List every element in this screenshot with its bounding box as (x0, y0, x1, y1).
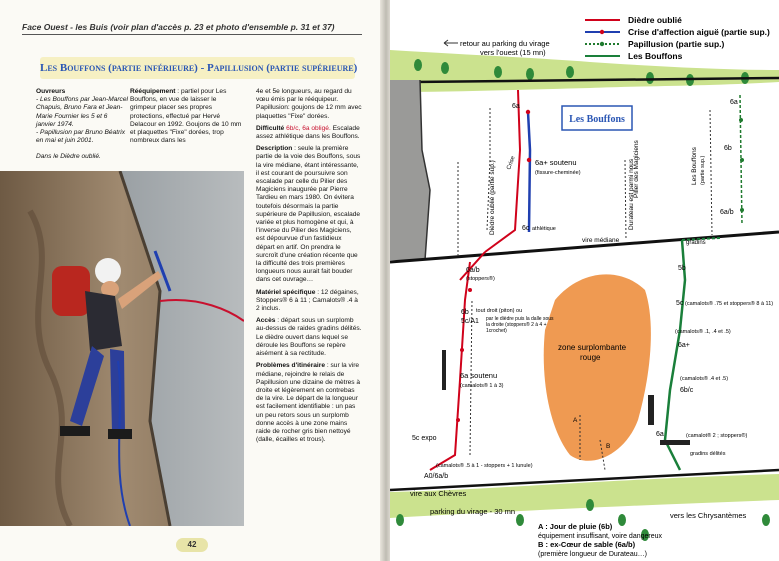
label-gradins-delites: gradins délités (690, 451, 726, 457)
acces-label: Accès (256, 317, 276, 325)
note-b: B : ex-Cœur de sable (6a/b) (538, 540, 636, 549)
photo-caption: Dans le Dièdre oublié. (36, 153, 101, 161)
label-bouffons-sup-2: (partie sup.) (700, 155, 706, 185)
description-label: Description (256, 145, 293, 153)
note-a-2: équipement insuffisant, voire dangereux (538, 533, 663, 540)
grade-5cA1: 5c/A1 (461, 318, 479, 325)
note-a: A : Jour de pluie (6b) (538, 522, 613, 531)
grade-r-5b: 5b (678, 265, 686, 272)
difficulty-text: Escalade assez athlétique dans les Bouffons. (256, 124, 360, 141)
parking-label: parking du virage - 30 mn (430, 507, 516, 516)
column-openers (36, 88, 128, 166)
label-durateau: Durateau est parmi nous (628, 158, 635, 230)
chrysanthemes-label: vers les Chrysantèmes (670, 511, 747, 520)
grade-6b-note: tout droit (piton) ou (476, 308, 523, 314)
openers-label: Ouvreurs (36, 88, 66, 95)
grade-r-5c: 5c (676, 300, 684, 307)
description-text: : seule la première partie de la voie des Bouffons, sous la vire médiane, étant intéressante, il est courant de poursuivre son escalade par celle du Pilier des Magiciens inaugurée par Pierre Tardieu en mars 1980. On évitera toutefois désormais la partie supérieure de Papillusion, escalade variée et plus homogène et qui, à l'inverse du Pilier des Magiciens, est dépourvue d'un fastidieux départ en artif. On prendra le surcroît d'une création récente que la difficulté des trois premières longueurs nous aurait fait bouder dans cet ouvrage… (256, 145, 361, 284)
label-diedre-sup: Dièdre oublié (partie sup.) (489, 160, 496, 235)
grade-r-6b: 6b (724, 145, 732, 152)
zone-label: zone surplombante (558, 343, 627, 352)
right-page-topo (390, 0, 779, 561)
grade-r-cam2: (camalots® .4 et .5) (680, 376, 729, 382)
materiel-label: Matériel spécifique (256, 288, 316, 296)
column-right (256, 88, 362, 448)
legend-label-1: Dièdre oublié (628, 15, 682, 25)
label-A: A (573, 417, 578, 424)
reequip-label: Rééquipement (130, 88, 176, 95)
left-page (0, 0, 384, 561)
grade-6a-soutenu-note: (camalots® 1 à 3) (460, 383, 504, 389)
route-title: Les Bouffons (partie inférieure) - Papillusion (partie supérieure) (40, 62, 358, 74)
reequip-text: : partiel pour Les Bouffons, en vue de laisser le grimpeur placer ses propres protections, effectué par Hervé Delacour en 1992. Goujons de 10 mm et plaquettes "Fixe" dorées, trop nombreux dans les (130, 88, 242, 145)
climber-photo (0, 171, 244, 526)
col3-top: 4e et 5e longueurs, au regard du vœu émis par le rééquipeur. Papillusion: goujons de 12 mm avec plaquettes "Fixe" dorées. (256, 88, 362, 120)
grade-r-cam3: (camalot® 2 ; stoppers®) (686, 433, 748, 439)
legend-label-2: Crise d'affection aiguë (partie sup.) (628, 27, 770, 37)
difficulty-label: Difficulté (256, 124, 285, 132)
label-pilier: Pilier des Magiciens (633, 140, 640, 198)
topo-title: Les Bouffons (569, 114, 625, 125)
page-header: Face Ouest - les Buis (voir plan d'accès p. 23 et photo d'ensemble p. 31 et 37) (22, 22, 362, 35)
label-crise: Crise (506, 155, 517, 171)
zone-label-2: rouge (580, 353, 601, 362)
retour-label: retour au parking du virage (460, 39, 550, 48)
grade-5c-expo: 5c expo (412, 435, 437, 442)
bottom-protection-note: (camalots® .5 à 1 - stoppers + 1 lunule) (436, 463, 533, 469)
topo-diagram (390, 0, 779, 561)
label-B: B (606, 443, 611, 450)
grade-6c: 6c (522, 225, 530, 232)
route-les-bouffons (665, 240, 685, 470)
page-number: 42 (176, 538, 208, 552)
materiel-text: : 12 dégaines, Stoppers® 6 à 11 ; Camalots® .4 à 2 inclus. (256, 288, 359, 313)
label-gradins: gradins (686, 240, 706, 246)
itinerary-label: Problèmes d'itinéraire (256, 362, 325, 370)
openers-2: - Papillusion par Bruno Béatrix en mai et juin 2001. (36, 129, 126, 145)
itinerary-text: : sur la vire médiane, rejoindre le relais de Papillusion une dizaine de mètres à droite et légèrement en contrebas de la vire. Le départ de la longueur est facilement identifiable : un pas un peu retors sous un surplomb donne accès à une zone mains raide de rocher gris bien nettoyé (dalle, écailles et trous). (256, 362, 361, 444)
grade-6ab-note: (stoppers®) (466, 276, 495, 282)
zone-surplombante-shape (544, 274, 651, 460)
grade-6a-top: 6a (512, 103, 520, 110)
grade-r-6a-top: 6a (730, 99, 738, 106)
grade-6c-note: athlétique (532, 226, 556, 232)
grade-r-5c-note: (camalots® .75 et stoppers® 8 à 11) (685, 301, 774, 307)
note-b-2: (première longueur de Durateau…) (538, 551, 647, 558)
grade-r-6ab: 6a/b (720, 209, 734, 216)
legend-label-3: Papillusion (partie sup.) (628, 39, 725, 49)
grade-r-cam1: (camalots® .1, .4 et .5) (675, 329, 731, 335)
route-title-box (40, 57, 358, 79)
legend (585, 15, 770, 61)
route-crise-upper (528, 112, 530, 232)
vire-mediane-label: vire médiane (582, 237, 620, 244)
legend-label-4: Les Bouffons (628, 51, 683, 61)
acces-text: : départ sous un surplomb au-dessus de raides gradins délités. Le dièdre ouvert dans lequel se déroule les Bouffons se repère aisément à sa rectitude. (256, 317, 362, 358)
grade-r-6a-plus: 6a+ (678, 342, 690, 349)
grade-6ab: 6a/b (466, 267, 480, 274)
column-reequip (130, 88, 242, 149)
grade-6a-plus-note: (fissure-cheminée) (535, 170, 581, 176)
vire-chevres-label: vire aux Chèvres (410, 489, 467, 498)
grade-6b: 6b (461, 309, 469, 316)
grade-r-6a-bot: 6a (656, 431, 664, 438)
grade-r-6bc: 6b/c (680, 387, 694, 394)
retour-label-2: vers l'ouest (15 mn) (480, 48, 546, 57)
grade-A0: A0/6a/b (424, 473, 449, 480)
rock-left (390, 80, 430, 260)
difficulty-value: 6b/c, 6a obligé. (286, 124, 331, 132)
grade-6a-soutenu: 6a soutenu (460, 371, 498, 380)
grade-6a-plus: 6a+ soutenu (535, 158, 577, 167)
openers-1: - Les Bouffons par Jean-Marcel Chapuis, Bruno Fara et Jean-Marie Fournier les 5 et 6 janvier 1974. (36, 96, 128, 128)
label-bouffons-sup: Les Bouffons (691, 147, 698, 185)
grade-5cA1-note: par le dièdre puis la dalle sous la droite (stoppers® 2 à 4 + 1crochet) (486, 316, 554, 334)
